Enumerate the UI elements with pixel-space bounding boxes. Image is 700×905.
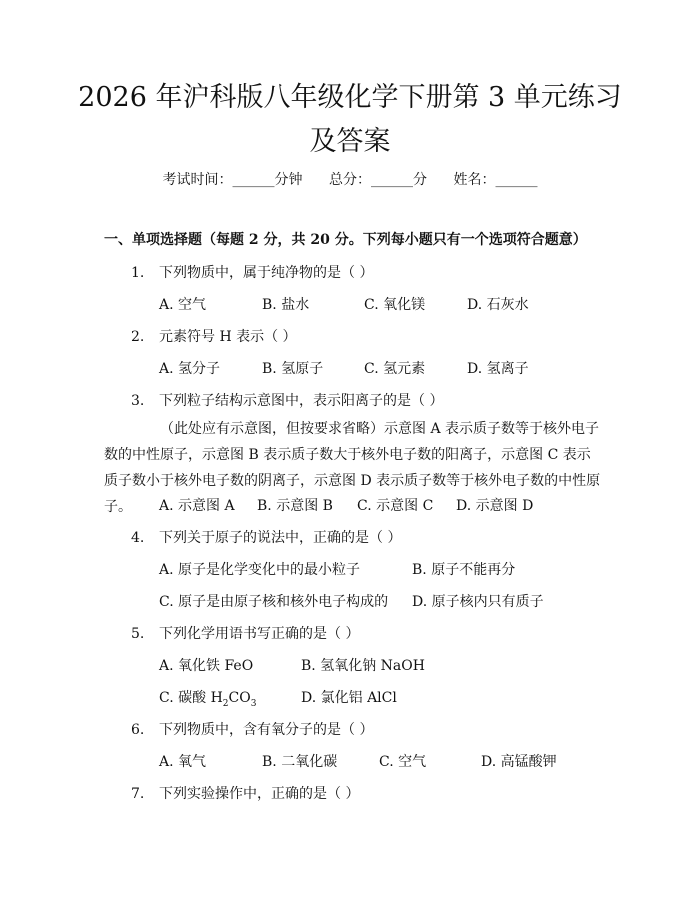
option-b: B. 原子不能再分: [412, 562, 516, 578]
option-c: C. 原子是由原子核和核外电子构成的: [159, 594, 389, 610]
option-d: D. 原子核内只有质子: [412, 594, 544, 610]
option-d: D. 高锰酸钾: [481, 754, 557, 770]
question-text: 下列粒子结构示意图中，表示阳离子的是（ ）: [159, 393, 444, 409]
option-a: A. 氢分子: [159, 361, 221, 377]
option-b: B. 氢氧化钠 NaOH: [301, 658, 425, 674]
title-line-1: 2026 年沪科版八年级化学下册第 3 单元练习: [78, 82, 622, 113]
option-a: A. 空气: [159, 297, 207, 313]
question-number: 5.: [131, 626, 145, 642]
option-c-label: C. 碳酸: [159, 690, 211, 706]
question-number: 2.: [131, 329, 145, 345]
exam-score: 总分：______分: [329, 172, 427, 188]
question-number: 3.: [131, 393, 145, 409]
question-text: 元素符号 H 表示（ ）: [159, 329, 297, 345]
exam-info: [0, 169, 700, 189]
question-7: [131, 783, 359, 803]
option-d: D. 石灰水: [467, 297, 529, 313]
diagram-note: （此处应有示意图，但按要求省略）示意图 A 表示质子数等于核外电子数的中性原子，示意图 B 表示质子数大于核外电子数的阳离子，示意图 C 表示质子数小于核外电子数的阴离子，示意图 D 表示质子数等于核外电子数的中性原子。: [104, 421, 601, 515]
option-c: C. 空气: [379, 754, 427, 770]
option-c: C. 氢元素: [364, 361, 426, 377]
option-b: B. 示意图 B: [257, 498, 333, 514]
question-number: 6.: [131, 722, 145, 738]
option-c: [159, 687, 256, 709]
option-b: B. 氢原子: [262, 361, 324, 377]
question-1: [131, 262, 373, 282]
exam-time: 考试时间：______分钟: [162, 172, 303, 188]
option-a: A. 氧气: [159, 754, 207, 770]
chemical-formula: $H_2CO_3$: [210, 690, 257, 709]
option-d: D. 氯化铝 AlCl: [301, 690, 397, 706]
exam-name: 姓名：______: [453, 172, 538, 188]
option-a: A. 示意图 A: [159, 498, 235, 514]
question-text: 下列物质中，属于纯净物的是（ ）: [159, 265, 374, 281]
question-6: [131, 719, 373, 739]
option-a: A. 原子是化学变化中的最小粒子: [159, 562, 361, 578]
question-2: [131, 326, 297, 346]
option-c: C. 示意图 C: [357, 498, 434, 514]
document-title: [60, 76, 640, 164]
question-text: 下列物质中，含有氧分子的是（ ）: [159, 722, 374, 738]
question-text: 下列化学用语书写正确的是（ ）: [159, 626, 360, 642]
question-5: [131, 623, 359, 643]
question-3: [131, 390, 443, 410]
question-text: 下列关于原子的说法中，正确的是（ ）: [159, 530, 402, 546]
question-number: 4.: [131, 530, 145, 546]
option-b: B. 盐水: [262, 297, 310, 313]
option-c: C. 氧化镁: [364, 297, 426, 313]
option-b: B. 二氧化碳: [262, 754, 338, 770]
section-heading: 一、单项选择题（每题 2 分，共 20 分。下列每小题只有一个选项符合题意）: [104, 232, 587, 248]
option-d: D. 氢离子: [467, 361, 529, 377]
option-a: A. 氧化铁 FeO: [159, 658, 254, 674]
question-text: 下列实验操作中，正确的是（ ）: [159, 786, 360, 802]
question-number: 7.: [131, 786, 145, 802]
option-d: D. 示意图 D: [456, 498, 534, 514]
question-number: 1.: [131, 265, 145, 281]
question-4: [131, 527, 401, 547]
title-line-2: 及答案: [309, 126, 391, 157]
